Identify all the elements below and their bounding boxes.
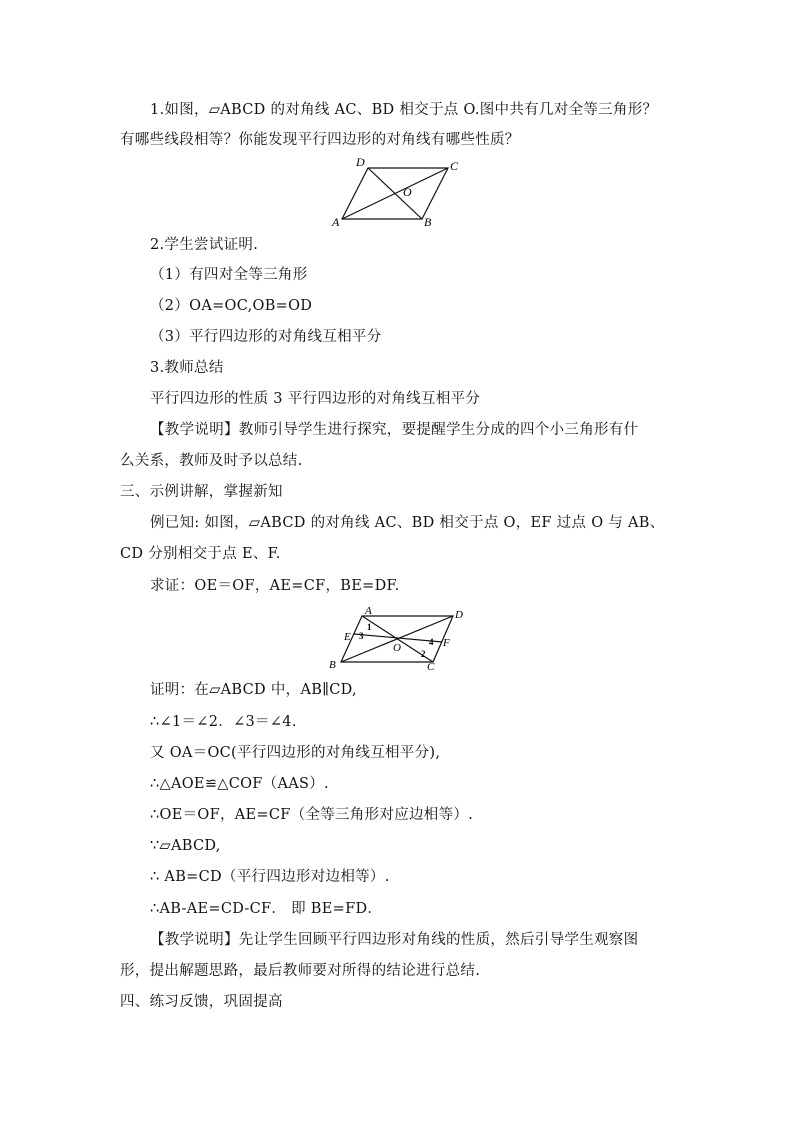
teaching-note-2-line-2: 形，提出解题思路，最后教师要对所得的结论进行总结. <box>120 963 481 979</box>
proof-line-4: ∴△AOE≌△COF（AAS）. <box>150 776 329 792</box>
label-c: C <box>450 159 459 173</box>
angle-4-label: 4 <box>429 637 434 647</box>
proof-line-5: ∴OE＝OF，AE=CF（全等三角形对应边相等）. <box>150 807 474 823</box>
step-3: 3.教师总结 <box>150 360 224 376</box>
label-o: O <box>403 185 412 199</box>
proof-line-8: ∴AB-AE=CD-CF． 即 BE=FD． <box>150 901 383 917</box>
step-2: 2.学生尝试证明. <box>150 237 259 253</box>
section-4-heading: 四、练习反馈，巩固提高 <box>120 994 283 1010</box>
to-prove: 求证：OE＝OF，AE=CF，BE=DF. <box>150 578 400 594</box>
label-c-2: C <box>427 661 435 672</box>
angle-3-label: 3 <box>359 631 364 641</box>
step-2-item-3: （3）平行四边形的对角线互相平分 <box>150 329 382 345</box>
teaching-note-1-line-2: 么关系，教师及时予以总结. <box>120 453 303 469</box>
step-2-item-2: （2）OA=OC,OB=OD <box>150 298 313 314</box>
proof-line-6: ∵▱ABCD, <box>150 838 221 854</box>
section-3-heading: 三、示例讲解，掌握新知 <box>120 484 283 500</box>
label-d: D <box>356 155 365 169</box>
diagonal-bd <box>368 168 422 219</box>
label-a-2: A <box>365 605 372 617</box>
proof-line-3: 又 OA＝OC(平行四边形的对角线互相平分), <box>150 745 441 761</box>
label-f-2: F <box>443 637 450 649</box>
angle-2-label: 2 <box>421 649 426 659</box>
question-1-line-1: 1.如图，▱ABCD 的对角线 AC、BD 相交于点 O.图中共有几对全等三角形？ <box>150 102 658 118</box>
property-3: 平行四边形的性质 3 平行四边形的对角线互相平分 <box>150 391 481 407</box>
proof-line-1: 证明：在▱ABCD 中，AB∥CD, <box>150 682 357 698</box>
label-b-2: B <box>329 659 336 671</box>
step-2-item-1: （1）有四对全等三角形 <box>150 267 308 283</box>
proof-line-7: ∴ AB=CD（平行四边形对边相等）. <box>150 869 390 885</box>
proof-line-2: ∴∠1＝∠2．∠3＝∠4. <box>150 714 297 730</box>
label-d-2: D <box>455 609 463 621</box>
figure-parallelogram-ef <box>325 604 475 672</box>
label-b: B <box>424 215 432 227</box>
angle-1-label: 1 <box>367 622 372 632</box>
label-a: A <box>332 215 340 227</box>
teaching-note-2-line-1: 【教学说明】先让学生回顾平行四边形对角线的性质，然后引导学生观察图 <box>150 932 639 948</box>
label-o-2: O <box>393 642 401 654</box>
example-line-2: CD 分别相交于点 E、F. <box>120 546 281 562</box>
label-e-2: E <box>344 631 351 643</box>
teaching-note-1-line-1: 【教学说明】教师引导学生进行探究，要提醒学生分成的四个小三角形有什 <box>150 422 639 438</box>
figure-parallelogram-diagonals <box>330 152 470 227</box>
question-1-line-2: 有哪些线段相等？你能发现平行四边形的对角线有哪些性质？ <box>120 132 520 148</box>
example-line-1: 例已知: 如图，▱ABCD 的对角线 AC、BD 相交于点 O，EF 过点 O 与 AB、 <box>150 515 665 531</box>
